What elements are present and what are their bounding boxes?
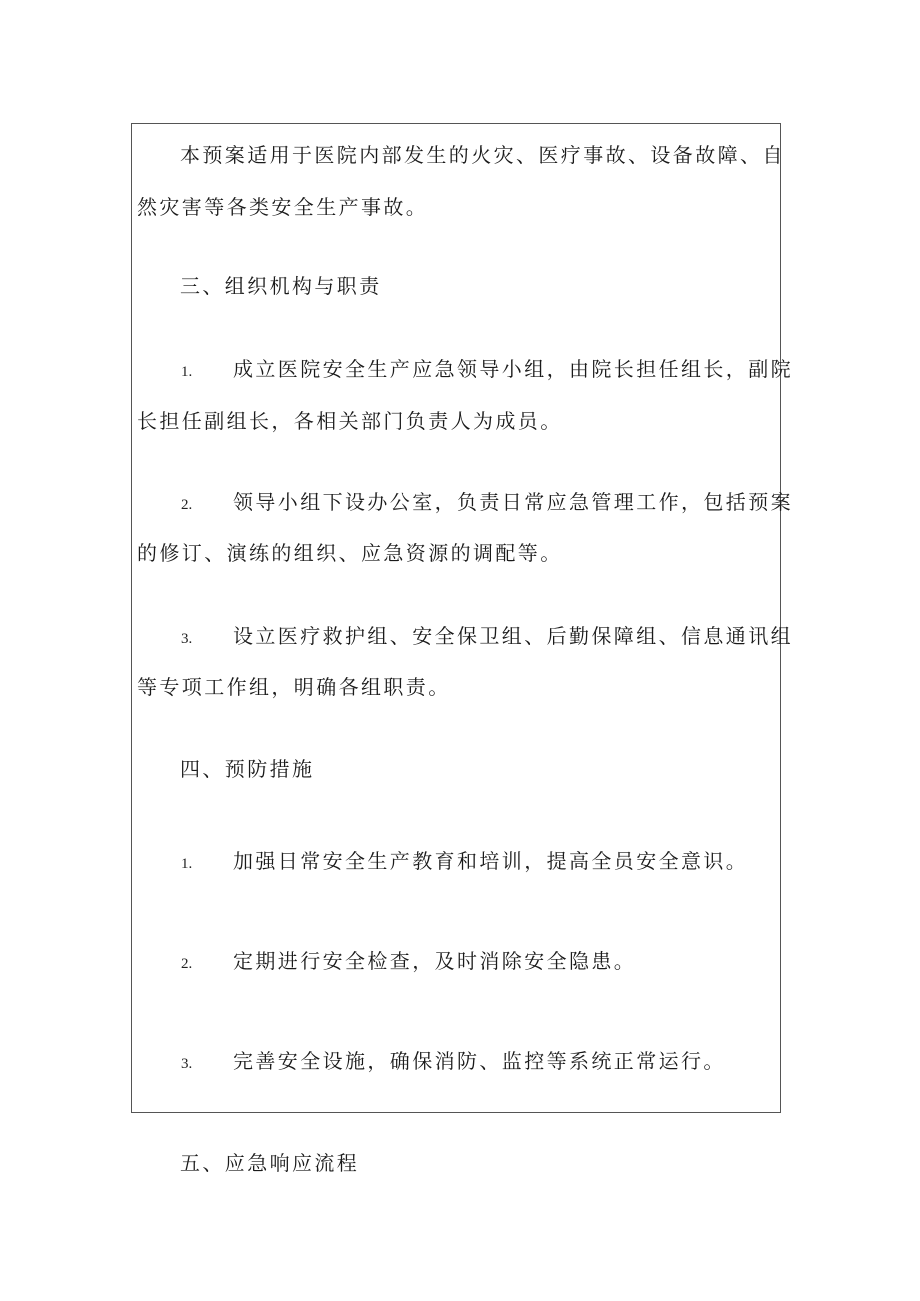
section-3-item-1-line1: 成立医院安全生产应急领导小组，由院长担任组长，副院 — [233, 357, 793, 381]
section-4-item-1-text: 加强日常安全生产教育和培训，提高全员安全意识。 — [233, 849, 749, 873]
section-3-item-3-line1: 设立医疗救护组、安全保卫组、后勤保障组、信息通讯组 — [233, 624, 793, 648]
section-5-heading: 五、应急响应流程 — [180, 1151, 360, 1175]
section-4-item-3-text: 完善安全设施，确保消防、监控等系统正常运行。 — [233, 1049, 726, 1073]
scope-paragraph-line2: 然灾害等各类安全生产事故。 — [137, 195, 429, 219]
section-3-item-1-number: 1. — [181, 364, 193, 380]
section-4-heading: 四、预防措施 — [180, 757, 315, 781]
section-3-item-3-line2: 等专项工作组，明确各组职责。 — [137, 675, 451, 699]
section-4-item-1-number: 1. — [181, 856, 193, 872]
section-3-heading: 三、组织机构与职责 — [180, 274, 382, 298]
section-4-item-2-text: 定期进行安全检查，及时消除安全隐患。 — [233, 949, 637, 973]
section-3-item-2-number: 2. — [181, 497, 193, 513]
section-4-item-3-number: 3. — [181, 1056, 193, 1072]
section-3-item-3-number: 3. — [181, 631, 193, 647]
section-3-item-2-line2: 的修订、演练的组织、应急资源的调配等。 — [137, 541, 563, 565]
scope-paragraph-line1: 本预案适用于医院内部发生的火灾、医疗事故、设备故障、自 — [180, 143, 785, 167]
section-4-item-2-number: 2. — [181, 956, 193, 972]
section-3-item-1-line2: 长担任副组长，各相关部门负责人为成员。 — [137, 409, 563, 433]
section-3-item-2-line1: 领导小组下设办公室，负责日常应急管理工作，包括预案 — [233, 490, 793, 514]
